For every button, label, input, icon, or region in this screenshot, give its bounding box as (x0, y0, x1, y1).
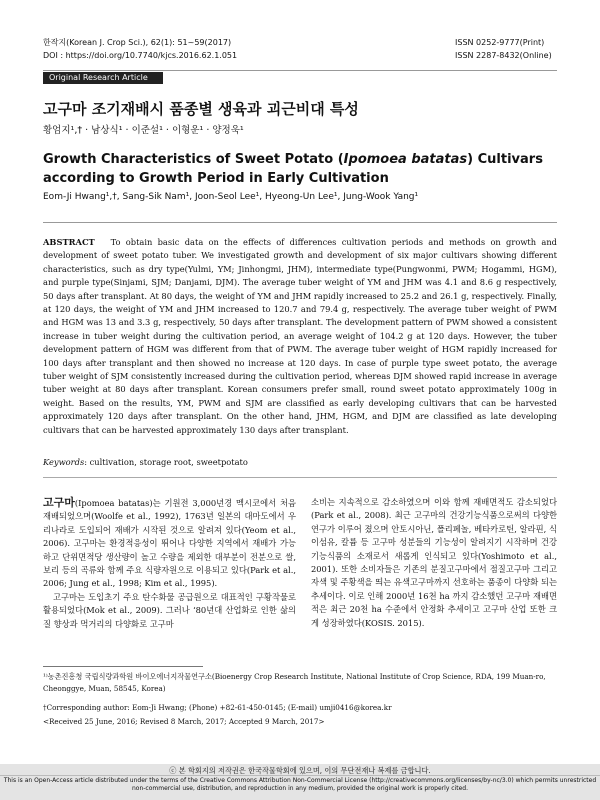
abstract-text: To obtain basic data on the effects of differences cultivation periods and methods on growth and development of sweet potato tuber. We investigated growth and development of six major cultivars showing different characteristics, such as dry type(Yulmi, YM; Jinhongmi, JHM), intermediate type(Pungwonmi, PWM; Hogammi, HGM), and purple type(Sinjami, SJM; Danjami, DJM). The average tuber weight of YM and JHM was 4.1 and 8.6 g respectively, 50 days after transplant. At 80 days, the weight of YM and JHM rapidly increased to 25.2 and 26.1 g, respectively. Finally, at 120 days, the weight of YM and JHM increased to 120.7 and 79.4 g, respectively. The average tuber weight of PWM and HGM was 13 and 3.3 g, respectively, 50 days after transplant. The development pattern of PWM showed a consistent increase in tuber weight during the cultivation period, an average weight of 104.2 g at 120 days. However, the tuber development pattern of HGM was different from that of PWM. The average tuber weight of HGM rapidly increased for 100 days after transplant and then showed no increase at 120 days. In case of purple type sweet potato, the average tuber weight of SJM consistently increased during the cultivation period, whereas DJM showed rapid increase in average tuber weight at 80 days after transplant. Korean consumers prefer small, round sweet potato approximately 100g in weight. Based on the results, YM, PWM and SJM are classified as early developing cultivars that can be harvested approximately 120 days after transplant. On the other hand, JHM, HGM, and DJM are classified as late developing cultivars that can be harvested approximately 130 days after transplant. (43, 237, 557, 435)
keywords-text: : cultivation, storage root, sweetpotato (84, 457, 248, 467)
issn-online: ISSN 2287-8432(Online) (455, 51, 552, 60)
issn-print: ISSN 0252-9777(Print) (455, 38, 545, 47)
abstract-label: ABSTRACT (43, 237, 95, 247)
header-divider (43, 70, 557, 71)
footnote-dates: <Received 25 June, 2016; Revised 8 March, 2017; Accepted 9 March, 2017> (43, 717, 325, 726)
authors-korean: 황엄지¹,† · 남상식¹ · 이준설¹ · 이형운¹ · 양정욱¹ (43, 125, 244, 136)
article-type-badge: Original Research Article (43, 72, 163, 84)
copyright-separator (0, 775, 600, 776)
authors-english: Eom-Ji Hwang¹,†, Sang-Sik Nam¹, Joon-Seol Lee¹, Hyeong-Un Lee¹, Jung-Wook Yang¹ (43, 192, 419, 202)
title-english (43, 150, 563, 188)
lead-word: 고구마 (43, 496, 75, 509)
body-divider (43, 477, 557, 478)
body-column-right (311, 496, 557, 630)
title-english-part2: ) Cultivars according to Growth Period in Early Cultivation (43, 152, 543, 186)
footnote-affiliation: ¹⁾농촌진흥청 국립식량과학원 바이오에너지작물연구소(Bioenergy Crop Research Institute, National Institute of Crop Science, RDA, 199 Muan-ro, Cheonggye, Muan, 58545, Korea) (43, 672, 546, 693)
footnote-divider (43, 666, 203, 667)
journal-citation: 한작지(Korean J. Crop Sci.), 62(1): 51~59(2017) (43, 38, 232, 47)
doi-link[interactable]: DOI : https://doi.org/10.7740/kjcs.2016.62.1.051 (43, 51, 238, 60)
body-paragraph: 소비는 지속적으로 감소하였으며 이와 함께 재배면적도 감소되었다(Park et al., 2008). 최근 고구마의 건강기능식품으로써의 다양한 연구가 이루어 졌으며 안토시아닌, 폴리페놀, 베타카로틴, 알라핀, 식이섬유, 칼륨 등 고구마 성분들의 기능성이 알려지기 시작하며 건강기능식품의 소재로서 새롭게 인식되고 있다(Yoshimoto et al., 2001). 또한 소비자들은 기존의 분질고구마에서 점질고구마 그리고 자색 및 주황색을 띄는 유색고구마까지 선호하는 품종이 다양화 되는 추세이다. 이로 인해 2000년 16천 ha 까지 감소했던 고구마 재배면적은 최근 20천 ha 수준에서 안정화 추세이고 고구마 산업 또한 크게 성장하였다(KOSIS. 2015). (311, 497, 557, 628)
paragraph-text: (Ipomoea batatas)는 기원전 3,000년경 멕시코에서 처음 재배되었으며(Woolfe et al., 1992), 1763년 일본의 대마도에서 우리나라로 도입되어 재배가 시작된 것으로 알려져 있다(Yeom et al., 2006). 고구마는 환경적응성이 뛰어나 다양한 지역에서 재배가 가능하고 단위면적당 생산량이 높고 수량을 제외한 대부분이 전분으로 쌀, 보리 등의 곡류와 함께 주요 식량자원으로 이용되고 있다(Park et al., 2006; Jung et al., 1998; Kim et al., 1995). (43, 498, 296, 589)
copyright-license: This is an Open-Access article distributed under the terms of the Creative Commons Attribution Non-Commercial License (http://creativecommons.org/licenses/by-nc/3.0) which permits unrestricted non-commercial use, distribution, and reproduction in any medium, provided the original work is properly cited. (3, 777, 597, 792)
footnote-corresponding: †Corresponding author: Eom-Ji Hwang; (Phone) +82-61-450-0145; (E-mail) umji0416@korea.kr (43, 703, 392, 712)
keywords (43, 457, 248, 467)
abstract (43, 236, 557, 437)
journal-header (43, 36, 237, 62)
keywords-label: Keywords (43, 457, 85, 467)
issn-block (455, 36, 552, 62)
copyright-korean: ⓒ 본 학회지의 저작권은 한국작물학회에 있으며, 이의 무단전재나 복제를 금합니다. (169, 766, 431, 775)
body-paragraph (43, 496, 296, 591)
title-english-species: Ipomoea batatas (343, 152, 468, 167)
title-korean: 고구마 조기재배시 품종별 생육과 괴근비대 특성 (43, 100, 359, 118)
body-column-left (43, 496, 296, 631)
abstract-divider (43, 222, 557, 223)
body-paragraph: 고구마는 도입초기 주요 탄수화물 공급원으로 대표적인 구황작물로 활용되었다(Mok et al., 2009). 그러나 ‘80년대 산업화로 인한 삶의 질 향상과 먹거리의 다양화로 고구마 (43, 591, 296, 629)
title-english-part1: Growth Characteristics of Sweet Potato ( (43, 152, 344, 167)
